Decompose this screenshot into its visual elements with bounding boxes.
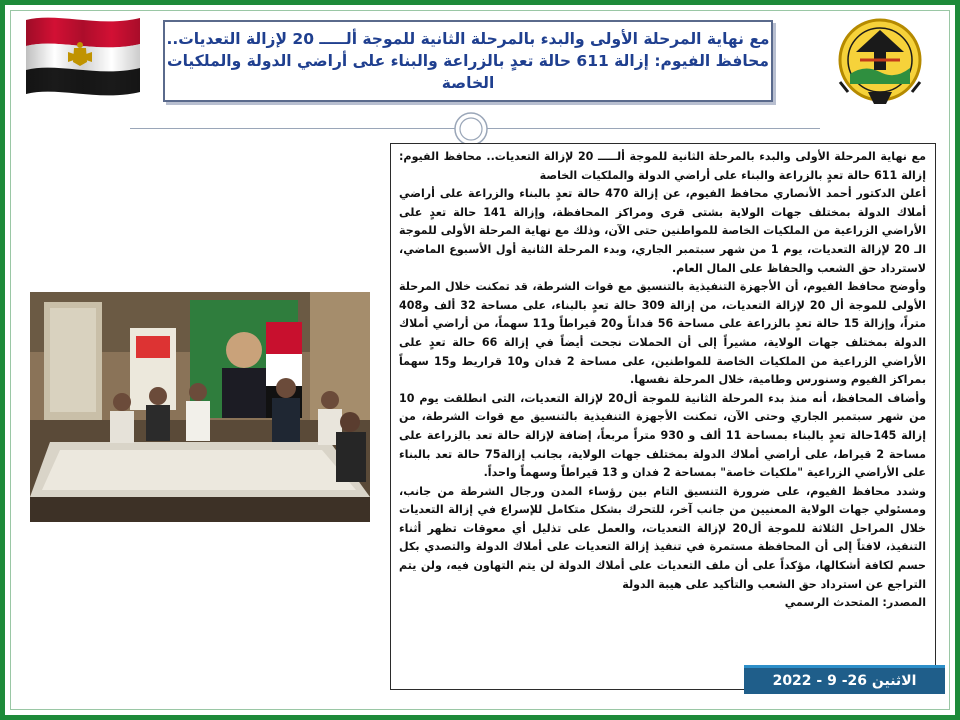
article-paragraph: مع نهاية المرحلة الأولى والبدء بالمرحلة الثانية للموجة ألـــــ 20 لإزالة التعديات.. محافظ الفيوم: إزالة 611 حالة تعدٍ بالزراعة والبناء على أراضي الدولة والملكيات الخاصة: [399, 150, 926, 182]
meeting-photo: [30, 292, 370, 522]
egypt-flag-icon: [18, 12, 148, 100]
date-badge: الاثنين 26- 9 - 2022: [744, 665, 945, 694]
article-paragraph: وأضاف المحافظ، أنه منذ بدء المرحلة الثانية للموجة أل20 لإزالة التعديات، التى انطلقت يوم 10 من شهر سبتمبر الجاري وحتى الآن، تمكنت الأجهزة التنفيذية بالتنسيق مع قوات الشرطة، من إزالة 145حالة تعدٍ بالبناء بمساحة 11 ألف و 930 متراً مربعاً، إضافة لإزالة حالة تعد بالزراعة على مساحة 2 قيراط، على أراضي أملاك الدولة بمختلف جهات الولاية، بجانب إزالة75 حالة تعد بالبناء على الأراضي الزراعية "ملكيات خاصة" بمساحة 2 فدان و 13 قيراطاً وسهماً واحداً.: [399, 391, 927, 480]
article-paragraph: وأوضح محافظ الفيوم، أن الأجهزة التنفيذية بالتنسيق مع قوات الشرطة، قد تمكنت خلال المرحلة الأولى للموجة أل 20 لإزالة التعديات، من إزالة 309 حالة تعدٍ بالبناء، على مساحة 32 ألف و408 متراً، وإزالة 15 حالة تعدٍ بالزراعة على مساحة 56 فداناً و20 قيراطاً و11 سهماً، من أراضي أملاك الدولة بمختلف جهات الولاية، مشيراً إلى أن الحملات نجحت أيضاً في إزالة 66 حالة تعدٍ على الأراضي الزراعية من الملكيات الخاصة للمواطنين، على مساحة 2 فدان و10 قراريط و15 سهماً بمراكز الفيوم وسنورس وطامية، خلال المرحلة نفسها.: [399, 280, 927, 387]
headline-line-1: مع نهاية المرحلة الأولى والبدء بالمرحلة الثانية للموجة ألـــــ 20 لإزالة التعديات..: [166, 30, 770, 48]
article-paragraph: وشدد محافظ الفيوم، على ضرورة التنسيق التام بين رؤساء المدن ورجال الشرطة من جانب، ومسئولي جهات الولاية المعنيين من جانب آخر، للتحرك بشكل متكامل للإسراع في إزالة التعديات خلال المراحل الثلاثة للموجة أل20 لإزالة التعديات، والعمل على تذليل أي معوقات تظهر أثناء التنفيذ، لافتاً إلى أن المحافظة مستمرة في تنفيذ إزالة التعديات على أملاك الدولة والتصدي بكل حسم لكافة أشكالها، مؤكداً على أن ملف التعديات على أملاك الدولة لن يتم التهاون فيه، ولن يتم التراجع عن استرداد حق الشعب والتأكيد على هيبة الدولة: [399, 484, 926, 591]
fayoum-governorate-logo-icon: [830, 12, 930, 112]
headline-line-2: محافظ الفيوم: إزالة 611 حالة تعدٍ بالزراعة والبناء على أراضي الدولة والملكيات: [167, 52, 769, 70]
headline-line-3: الخاصة: [441, 74, 495, 92]
headline-box: [163, 20, 773, 102]
article-body: [390, 143, 936, 690]
article-paragraph: أعلن الدكتور أحمد الأنصاري محافظ الفيوم، عن إزالة 470 حالة تعدٍ بالبناء والزراعة على أراضي أملاك الدولة بمختلف جهات الولاية بشتى قرى ومراكز المحافظة، وإزالة 141 حالة تعدٍ على الأراضي الزراعية من الملكيات الخاصة للمواطنين حتى الآن، وذلك مع نهاية المرحلة الأولى للموجة الـ 20 لإزالة التعديات، يوم 1 من شهر سبتمبر الجاري، وبدء المرحلة الثانية أول الأسبوع الماضي، لاسترداد حق الشعب والحفاظ على المال العام.: [399, 187, 926, 275]
article-source: المصدر: المتحدث الرسمي: [784, 596, 926, 610]
